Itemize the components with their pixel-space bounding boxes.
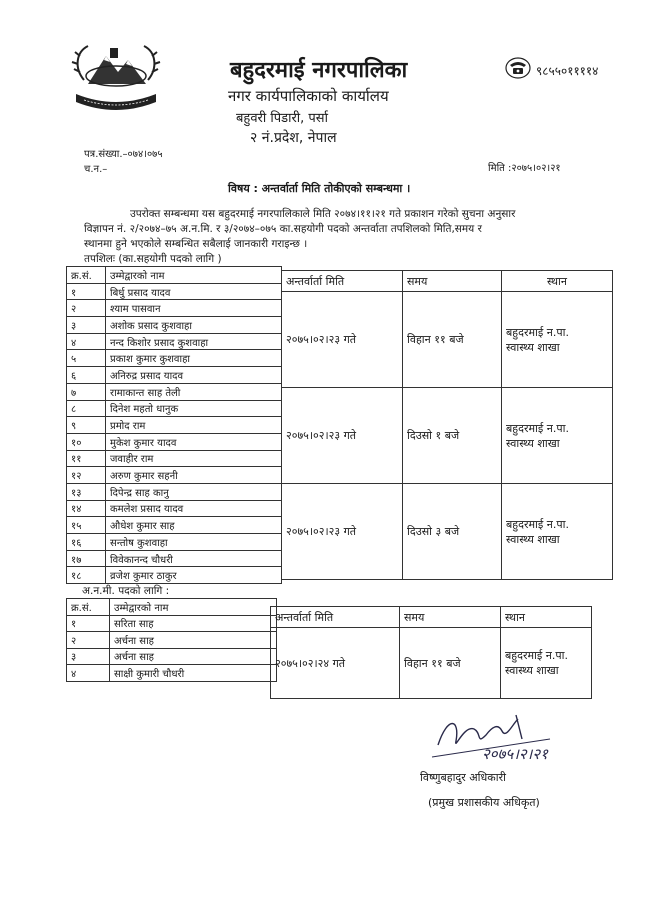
date-cell: २०७५।०२।२३ गते [282,292,403,388]
time-cell: दिउसो १ बजे [403,388,502,484]
place-cell [502,484,613,580]
name-cell: मुकेश कुमार यादव [106,433,282,450]
time-cell: दिउसो ३ बजे [403,484,502,580]
table-row [67,615,277,632]
subject-line: विषय : अन्तर्वार्ता मिति तोकीएको सम्बन्धमा । [228,182,411,195]
dispatch-number: च.न.– [84,164,108,175]
name-cell: सरिता साह [110,615,277,632]
table-caption: तपशिलः (का.सहयोगी पदको लागि ) [84,253,222,265]
table-row [67,400,282,417]
schedule-table-2 [270,606,592,699]
body-line: विज्ञापन नं. २/२०७४–७५ अ.न.मि. र ३/२०७४–०७५ का.सहयोगी पदको अन्तर्वाता तपशिलको मिति,समय र [84,223,482,235]
name-cell: प्रकाश कुमार कुशवाहा [106,350,282,367]
sn-cell: ४ [67,333,106,350]
table-header-row [67,599,277,616]
table-row [67,632,277,649]
telephone-icon [505,57,531,79]
header-time: समय [403,271,502,292]
table-row [67,648,277,665]
table-row [67,333,282,350]
name-cell: रामाकान्त साह तेली [106,383,282,400]
place-line: बहुदरमाई न.पा. [506,325,569,339]
table-row [67,417,282,434]
name-cell: अशोक प्रसाद कुशवाहा [106,317,282,334]
schedule-row [271,628,592,699]
time-cell: विहान ११ बजे [403,292,502,388]
name-cell: औधेश कुमार साह [106,517,282,534]
table-header-row [67,267,282,284]
name-cell: नन्द किशोर प्रसाद कुशवाहा [106,333,282,350]
table-row [67,534,282,551]
sn-cell: ११ [67,450,106,467]
sn-cell: ६ [67,367,106,384]
place-line: बहुदरमाई न.पा. [506,517,569,531]
place-line: स्वास्थ्य शाखा [506,436,560,450]
table-row [67,500,282,517]
table-row [67,433,282,450]
sn-cell: ९ [67,417,106,434]
municipality-emblem-icon [66,38,166,114]
sn-cell: १ [67,615,110,632]
date-cell: २०७५।०२।२४ गते [271,628,400,699]
header-place: स्थान [501,607,592,628]
sn-cell: १५ [67,517,106,534]
name-cell: अनिरुद्र प्रसाद यादव [106,367,282,384]
name-cell: श्याम पासवान [106,300,282,317]
section2-label: अ.न.मी. पदको लागि : [82,585,170,597]
date-cell: २०७५।०२।२३ गते [282,484,403,580]
header-place: स्थान [502,271,613,292]
name-cell: अर्चना साह [110,648,277,665]
name-cell: विवेकानन्द चौधरी [106,550,282,567]
signatory-name: विष्णुबहादुर अधिकारी [420,771,506,784]
table-row [67,317,282,334]
schedule-table-1 [281,270,613,580]
sn-cell: १४ [67,500,106,517]
place-line: स्वास्थ्य शाखा [506,340,560,354]
name-cell: कमलेश प्रसाद यादव [106,500,282,517]
header-date: अन्तर्वार्ता मिति [271,607,400,628]
signature-date: २०७५।२।२१ [482,745,548,763]
place-line: स्वास्थ्य शाखा [506,532,560,546]
date-cell: २०७५।०२।२३ गते [282,388,403,484]
schedule-row [282,484,613,580]
place-line: बहुदरमाई न.पा. [506,421,569,435]
sn-cell: १ [67,283,106,300]
body-paragraph [84,207,572,267]
name-cell: अर्चना साह [110,632,277,649]
place-line: स्वास्थ्य शाखा [505,664,559,677]
table-row [67,467,282,484]
phone-number: ९८५५०११११४ [536,64,599,78]
office-province: २ नं.प्रदेश, नेपाल [250,130,337,146]
name-cell: दिनेश महतो धानुक [106,400,282,417]
office-location: बहुवरी पिडारी, पर्सा [236,111,328,126]
name-cell: साक्षी कुमारी चौधरी [110,665,277,682]
table-row [67,517,282,534]
header-date: अन्तर्वार्ता मिति [282,271,403,292]
sn-cell: १८ [67,567,106,584]
sn-cell: ४ [67,665,110,682]
time-cell: विहान ११ बजे [400,628,501,699]
table-header-row [271,607,592,628]
name-cell: बिर्धु प्रसाद यादव [106,283,282,300]
sn-cell: १७ [67,550,106,567]
table-row [67,367,282,384]
name-cell: अरुण कुमार सहनी [106,467,282,484]
table-row [67,383,282,400]
schedule-row [282,388,613,484]
sn-cell: २ [67,300,106,317]
candidate-table-2 [66,598,277,682]
name-cell: व्रजेश कुमार ठाकुर [106,567,282,584]
municipality-title: बहुदरमाई नगरपालिका [230,58,408,83]
name-cell: दिपेन्द्र साह कानु [106,483,282,500]
body-line: उपरोक्त सम्बन्धमा यस बहुदरमाई नगरपालिकाले मिति २०७४।११।२१ गते प्रकाशन गरेको सुचना अनुसार [130,208,516,220]
sn-cell: ५ [67,350,106,367]
header-name: उम्मेद्वारको नाम [110,599,277,616]
body-line: स्थानमा हुने भएकोले सम्बन्धित सबैलाई जानकारी गराइन्छ । [84,238,308,250]
header-name: उम्मेद्वारको नाम [106,267,282,284]
place-cell [502,388,613,484]
sn-cell: १६ [67,534,106,551]
table-row [67,350,282,367]
table-row [67,567,282,584]
sn-cell: १३ [67,483,106,500]
header-time: समय [400,607,501,628]
table-row [67,550,282,567]
office-name: नगर कार्यपालिकाको कार्यालय [228,87,389,105]
table-row [67,450,282,467]
table-row [67,283,282,300]
sn-cell: २ [67,632,110,649]
header-sn: क्र.सं. [67,599,110,616]
sn-cell: ८ [67,400,106,417]
table-header-row [282,271,613,292]
candidate-table-1 [66,266,282,584]
handwritten-signature [430,705,560,777]
sn-cell: ७ [67,383,106,400]
place-line: बहुदरमाई न.पा. [505,649,568,662]
sn-cell: ३ [67,648,110,665]
sn-cell: १२ [67,467,106,484]
table-row [67,665,277,682]
reference-number: पत्र.संख्या.–०७४।०७५ [84,149,163,160]
name-cell: सन्तोष कुशवाहा [106,534,282,551]
letter-date: मिति :२०७५।०२।२१ [488,163,561,174]
table-row [67,483,282,500]
place-cell [501,628,592,699]
header-sn: क्र.सं. [67,267,106,284]
name-cell: जवाहीर राम [106,450,282,467]
sn-cell: ३ [67,317,106,334]
place-cell [502,292,613,388]
table-row [67,300,282,317]
schedule-row [282,292,613,388]
name-cell: प्रमोद राम [106,417,282,434]
signatory-designation: (प्रमुख प्रशासकीय अधिकृत) [428,796,540,809]
sn-cell: १० [67,433,106,450]
